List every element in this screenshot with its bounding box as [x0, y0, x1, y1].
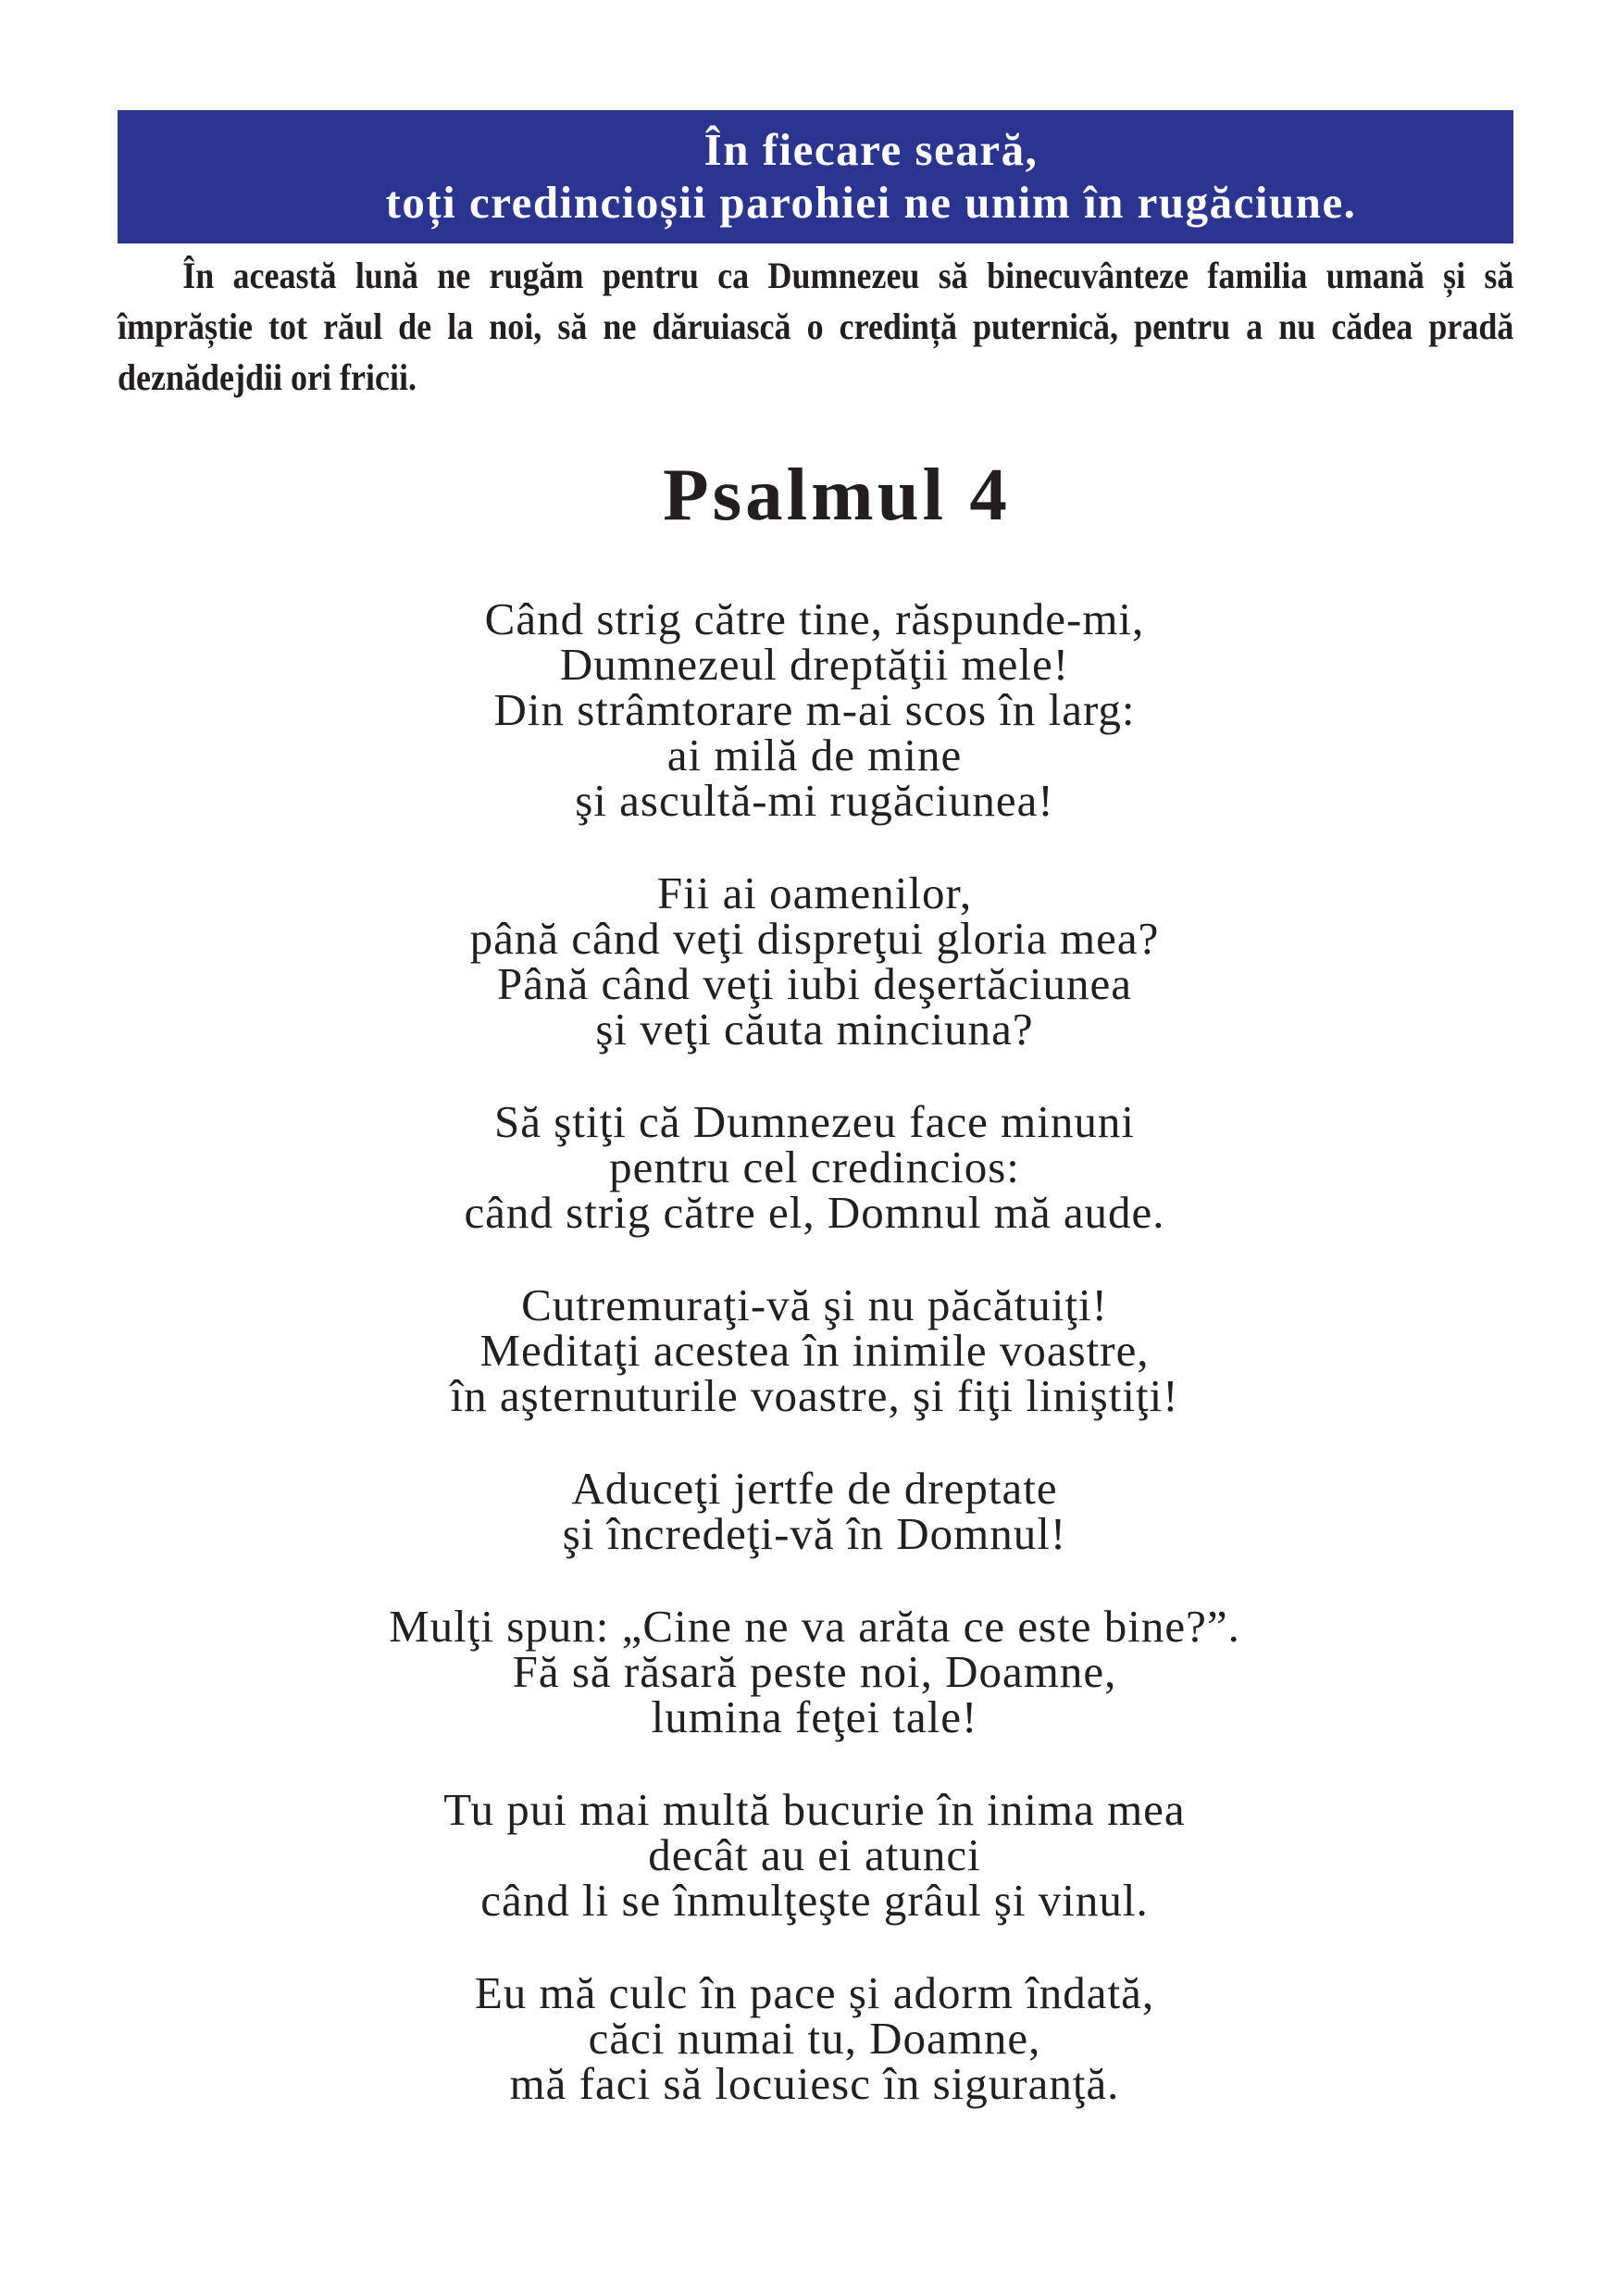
stanza-5 — [0, 1463, 1618, 1559]
banner — [118, 110, 1513, 243]
verse-line: lumina feţei tale! — [651, 1691, 978, 1742]
verse-line: Fii ai oamenilor, — [656, 867, 973, 918]
verse-line: până când veţi dispreţui gloria mea? — [469, 913, 1160, 964]
stanza-6 — [0, 1603, 1618, 1740]
verse-line: când strig către el, Domnul mă aude. — [464, 1187, 1165, 1238]
verse-line: Mulţi spun: „Cine ne va arăta ce este bine?”. — [389, 1601, 1240, 1652]
verse-line: ai milă de mine — [666, 730, 963, 780]
verse-line: Dumnezeul dreptăţii mele! — [559, 639, 1070, 690]
verse-line: Când strig către tine, răspunde-mi, — [484, 593, 1145, 644]
verse-line: Din strâmtorare m-ai scos în larg: — [493, 684, 1136, 735]
verse-line: Să ştiţi că Dumnezeu face minuni — [494, 1096, 1135, 1147]
intro-text: În această lună ne rugăm pentru ca Dumnezeu să binecuvânteze familia umană și să împrăștie tot răul de la noi, să ne dăruiască o credință puternică, pentru a nu cădea pradă deznădejdii ori fricii. — [118, 255, 1514, 398]
stanza-3 — [0, 1096, 1618, 1238]
stanza-1 — [0, 593, 1618, 826]
stanza-4 — [0, 1279, 1618, 1421]
verse-line: căci numai tu, Doamne, — [588, 2013, 1041, 2064]
verse-line: Tu pui mai multă bucurie în inima mea — [443, 1784, 1186, 1835]
verse-line: Până când veţi iubi deşertăciunea — [496, 958, 1133, 1009]
verse-line: Cutremuraţi-vă şi nu păcătuiţi! — [521, 1279, 1108, 1330]
verse-line: Fă să răsară peste noi, Doamne, — [512, 1646, 1117, 1697]
stanza-8 — [0, 1967, 1618, 2109]
stanza-7 — [0, 1784, 1618, 1926]
verse-line: Aduceţi jertfe de dreptate — [571, 1463, 1058, 1514]
psalm-body — [0, 593, 1618, 2153]
stanza-2 — [0, 867, 1618, 1054]
verse-line: şi veţi căuta minciuna? — [595, 1004, 1034, 1054]
verse-line: în aşternuturile voastre, şi fiţi liniştiţi! — [450, 1370, 1179, 1421]
verse-line: Meditaţi acestea în inimile voastre, — [479, 1325, 1150, 1376]
verse-line: decât au ei atunci — [648, 1829, 981, 1880]
verse-line: şi încredeţi-vă în Domnul! — [562, 1508, 1067, 1559]
banner-line-1: În fiecare seară, — [703, 124, 1039, 175]
banner-line-2: toți credincioșii parohiei ne unim în rugăciune. — [385, 177, 1357, 228]
verse-line: pentru cel credincios: — [609, 1142, 1020, 1192]
verse-line: Eu mă culc în pace şi adorm îndată, — [474, 1967, 1155, 2018]
verse-line: şi ascultă-mi rugăciunea! — [575, 775, 1054, 826]
psalm-title: Psalmul 4 — [663, 453, 1011, 536]
verse-line: când li se înmulţeşte grâul şi vinul. — [480, 1875, 1149, 1926]
verse-line: mă faci să locuiesc în siguranţă. — [509, 2058, 1120, 2109]
intro-paragraph — [118, 250, 1513, 403]
